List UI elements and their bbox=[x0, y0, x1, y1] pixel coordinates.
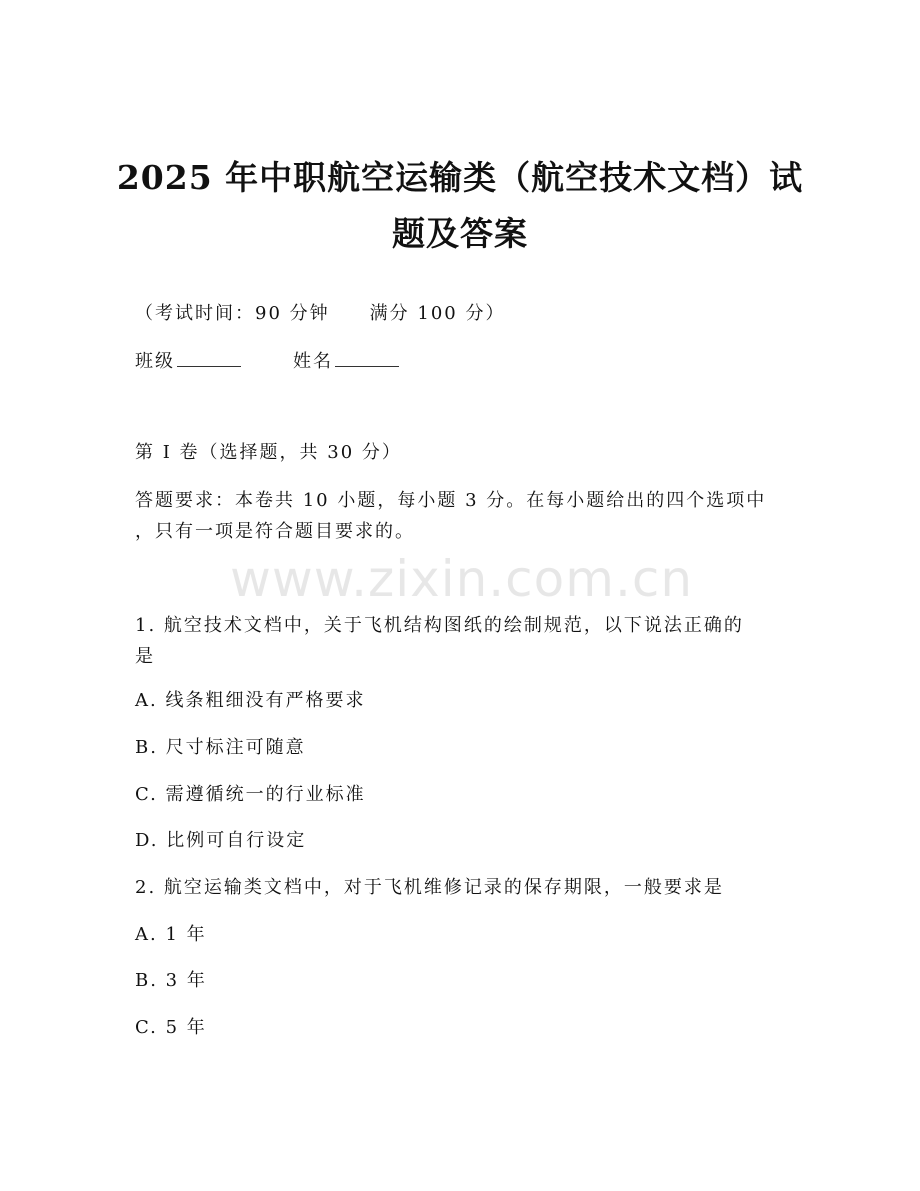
class-blank bbox=[177, 365, 241, 367]
question-1-stem-line-1: 1. 航空技术文档中，关于飞机结构图纸的绘制规范，以下说法正确的 bbox=[135, 615, 744, 636]
title-line-1: 2025 年中职航空运输类（航空技术文档）试 bbox=[116, 158, 804, 197]
question-1-option-d: D. 比例可自行设定 bbox=[135, 830, 307, 851]
question-2-option-b: B. 3 年 bbox=[135, 970, 207, 991]
student-info bbox=[135, 350, 399, 374]
exam-time: （考试时间：90 分钟 bbox=[135, 303, 330, 324]
section-title: 第 I 卷（选择题，共 30 分） bbox=[135, 442, 402, 463]
instructions-line-2: ，只有一项是符合题目要求的。 bbox=[135, 521, 415, 542]
class-label: 班级 bbox=[135, 351, 175, 372]
full-score: 满分 100 分） bbox=[369, 303, 506, 324]
question-1-option-a: A. 线条粗细没有严格要求 bbox=[135, 690, 366, 711]
question-1-option-b: B. 尺寸标注可随意 bbox=[135, 737, 306, 758]
instructions-line-1: 答题要求：本卷共 10 小题，每小题 3 分。在每小题给出的四个选项中 bbox=[135, 490, 767, 511]
question-2-option-c: C. 5 年 bbox=[135, 1017, 207, 1038]
name-label: 姓名 bbox=[293, 351, 333, 372]
question-1-option-c: C. 需遵循统一的行业标准 bbox=[135, 784, 366, 805]
title-line-2: 题及答案 bbox=[392, 214, 528, 253]
document-title bbox=[100, 150, 820, 262]
question-2-stem: 2. 航空运输类文档中，对于飞机维修记录的保存期限，一般要求是 bbox=[135, 877, 724, 898]
question-2-option-a: A. 1 年 bbox=[135, 924, 207, 945]
watermark: www.zixin.com.cn bbox=[230, 550, 694, 608]
question-1-stem-line-2: 是 bbox=[135, 646, 155, 667]
exam-meta bbox=[135, 302, 505, 326]
name-blank bbox=[335, 365, 399, 367]
